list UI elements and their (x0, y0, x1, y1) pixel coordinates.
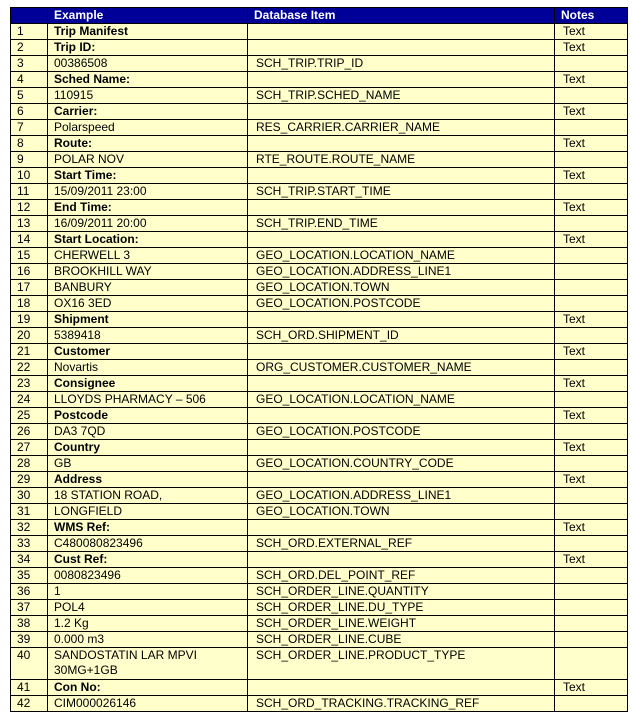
table-row (11, 152, 628, 168)
database-item-cell: GEO_LOCATION.TOWN (248, 504, 555, 520)
table-row (11, 584, 628, 600)
example-cell: 18 STATION ROAD, (48, 488, 248, 504)
example-cell: Country (48, 440, 248, 456)
notes-cell: Text (555, 200, 628, 216)
example-cell: CIM000026146 (48, 696, 248, 712)
row-number-cell: 1 (11, 24, 48, 40)
table-row (11, 616, 628, 632)
table-row (11, 136, 628, 152)
header-num (11, 8, 48, 24)
table-row (11, 104, 628, 120)
notes-cell: Text (555, 472, 628, 488)
example-cell: End Time: (48, 200, 248, 216)
database-item-cell: SCH_ORDER_LINE.QUANTITY (248, 584, 555, 600)
notes-cell: Text (555, 344, 628, 360)
table-row (11, 232, 628, 248)
notes-cell (555, 280, 628, 296)
database-item-cell (248, 344, 555, 360)
notes-cell: Text (555, 552, 628, 568)
notes-cell: Text (555, 40, 628, 56)
database-item-cell: SCH_ORDER_LINE.CUBE (248, 632, 555, 648)
database-item-cell (248, 440, 555, 456)
notes-cell: Text (555, 104, 628, 120)
notes-cell (555, 424, 628, 440)
example-cell: Postcode (48, 408, 248, 424)
table-body (11, 24, 628, 712)
example-cell: Novartis (48, 360, 248, 376)
notes-cell (555, 392, 628, 408)
table-row (11, 216, 628, 232)
row-number-cell: 12 (11, 200, 48, 216)
notes-cell (555, 584, 628, 600)
notes-cell: Text (555, 440, 628, 456)
example-cell: Address (48, 472, 248, 488)
notes-cell (555, 648, 628, 680)
row-number-cell: 17 (11, 280, 48, 296)
row-number-cell: 14 (11, 232, 48, 248)
row-number-cell: 25 (11, 408, 48, 424)
row-number-cell: 2 (11, 40, 48, 56)
row-number-cell: 4 (11, 72, 48, 88)
example-cell: Route: (48, 136, 248, 152)
row-number-cell: 41 (11, 680, 48, 696)
row-number-cell: 34 (11, 552, 48, 568)
notes-cell (555, 568, 628, 584)
notes-cell (555, 360, 628, 376)
example-cell: 110915 (48, 88, 248, 104)
notes-cell (555, 536, 628, 552)
table-row (11, 696, 628, 712)
example-cell: Trip ID: (48, 40, 248, 56)
table-row (11, 520, 628, 536)
row-number-cell: 16 (11, 264, 48, 280)
table-row (11, 88, 628, 104)
database-item-cell: GEO_LOCATION.LOCATION_NAME (248, 248, 555, 264)
example-cell: DA3 7QD (48, 424, 248, 440)
table-row (11, 72, 628, 88)
notes-cell (555, 632, 628, 648)
notes-cell: Text (555, 312, 628, 328)
row-number-cell: 5 (11, 88, 48, 104)
table-row (11, 504, 628, 520)
row-number-cell: 27 (11, 440, 48, 456)
notes-cell: Text (555, 408, 628, 424)
database-item-cell (248, 136, 555, 152)
table-row (11, 408, 628, 424)
notes-cell: Text (555, 520, 628, 536)
example-cell: 5389418 (48, 328, 248, 344)
example-cell: 00386508 (48, 56, 248, 72)
table-row (11, 264, 628, 280)
example-cell: BROOKHILL WAY (48, 264, 248, 280)
row-number-cell: 8 (11, 136, 48, 152)
notes-cell: Text (555, 376, 628, 392)
database-item-cell: GEO_LOCATION.POSTCODE (248, 424, 555, 440)
example-cell: Carrier: (48, 104, 248, 120)
row-number-cell: 18 (11, 296, 48, 312)
notes-cell (555, 88, 628, 104)
example-cell: LONGFIELD (48, 504, 248, 520)
row-number-cell: 9 (11, 152, 48, 168)
table-row (11, 280, 628, 296)
table-row (11, 248, 628, 264)
example-cell: 0080823496 (48, 568, 248, 584)
database-item-cell (248, 376, 555, 392)
database-item-cell (248, 232, 555, 248)
database-item-cell: RES_CARRIER.CARRIER_NAME (248, 120, 555, 136)
database-item-cell: SCH_ORD.SHIPMENT_ID (248, 328, 555, 344)
row-number-cell: 33 (11, 536, 48, 552)
header-database-item: Database Item (248, 8, 555, 24)
example-cell: Consignee (48, 376, 248, 392)
table-row (11, 440, 628, 456)
example-cell: Con No: (48, 680, 248, 696)
database-item-cell: SCH_TRIP.START_TIME (248, 184, 555, 200)
row-number-cell: 23 (11, 376, 48, 392)
table-row (11, 296, 628, 312)
table-row (11, 360, 628, 376)
notes-cell (555, 328, 628, 344)
example-cell: Customer (48, 344, 248, 360)
database-item-cell: SCH_ORDER_LINE.PRODUCT_TYPE (248, 648, 555, 680)
row-number-cell: 6 (11, 104, 48, 120)
table-row (11, 24, 628, 40)
example-cell: BANBURY (48, 280, 248, 296)
database-item-cell (248, 72, 555, 88)
example-cell: CHERWELL 3 (48, 248, 248, 264)
row-number-cell: 15 (11, 248, 48, 264)
notes-cell (555, 600, 628, 616)
table-row (11, 184, 628, 200)
database-item-cell: ORG_CUSTOMER.CUSTOMER_NAME (248, 360, 555, 376)
database-item-cell: GEO_LOCATION.COUNTRY_CODE (248, 456, 555, 472)
notes-cell: Text (555, 24, 628, 40)
example-cell: C480080823496 (48, 536, 248, 552)
row-number-cell: 22 (11, 360, 48, 376)
table-row (11, 328, 628, 344)
table-row (11, 648, 628, 680)
notes-cell (555, 488, 628, 504)
row-number-cell: 26 (11, 424, 48, 440)
notes-cell (555, 456, 628, 472)
notes-cell (555, 56, 628, 72)
database-item-cell: RTE_ROUTE.ROUTE_NAME (248, 152, 555, 168)
example-cell: Cust Ref: (48, 552, 248, 568)
row-number-cell: 7 (11, 120, 48, 136)
document-table-wrapper (10, 7, 628, 712)
database-item-cell: SCH_ORD_TRACKING.TRACKING_REF (248, 696, 555, 712)
row-number-cell: 32 (11, 520, 48, 536)
row-number-cell: 37 (11, 600, 48, 616)
notes-cell (555, 616, 628, 632)
notes-cell (555, 504, 628, 520)
example-cell: Start Time: (48, 168, 248, 184)
database-item-cell (248, 104, 555, 120)
header-example: Example (48, 8, 248, 24)
example-cell: Trip Manifest (48, 24, 248, 40)
database-item-cell: SCH_ORDER_LINE.DU_TYPE (248, 600, 555, 616)
row-number-cell: 36 (11, 584, 48, 600)
table-row (11, 488, 628, 504)
database-item-cell: SCH_TRIP.END_TIME (248, 216, 555, 232)
notes-cell (555, 184, 628, 200)
database-item-cell: SCH_ORD.EXTERNAL_REF (248, 536, 555, 552)
table-row (11, 56, 628, 72)
example-cell: SANDOSTATIN LAR MPVI 30MG+1GB (48, 648, 248, 680)
table-row (11, 344, 628, 360)
row-number-cell: 39 (11, 632, 48, 648)
table-header-row (11, 8, 628, 24)
notes-cell (555, 248, 628, 264)
table-row (11, 312, 628, 328)
row-number-cell: 10 (11, 168, 48, 184)
example-cell: WMS Ref: (48, 520, 248, 536)
example-cell: Start Location: (48, 232, 248, 248)
row-number-cell: 42 (11, 696, 48, 712)
database-item-cell: GEO_LOCATION.TOWN (248, 280, 555, 296)
table-row (11, 392, 628, 408)
database-item-cell (248, 408, 555, 424)
table-row (11, 568, 628, 584)
table-row (11, 600, 628, 616)
example-cell: 1 (48, 584, 248, 600)
database-item-cell (248, 312, 555, 328)
table-row (11, 680, 628, 696)
database-item-cell (248, 472, 555, 488)
example-cell: POLAR NOV (48, 152, 248, 168)
row-number-cell: 3 (11, 56, 48, 72)
row-number-cell: 40 (11, 648, 48, 680)
notes-cell: Text (555, 680, 628, 696)
database-item-cell: SCH_ORD.DEL_POINT_REF (248, 568, 555, 584)
header-notes: Notes (555, 8, 628, 24)
table-row (11, 376, 628, 392)
database-item-cell: SCH_TRIP.SCHED_NAME (248, 88, 555, 104)
table-row (11, 536, 628, 552)
table-row (11, 200, 628, 216)
example-cell: Polarspeed (48, 120, 248, 136)
database-item-cell: SCH_ORDER_LINE.WEIGHT (248, 616, 555, 632)
example-cell: 16/09/2011 20:00 (48, 216, 248, 232)
database-item-cell (248, 40, 555, 56)
table-row (11, 456, 628, 472)
database-item-cell (248, 168, 555, 184)
database-item-cell: GEO_LOCATION.LOCATION_NAME (248, 392, 555, 408)
table-row (11, 632, 628, 648)
notes-cell (555, 696, 628, 712)
database-item-cell (248, 520, 555, 536)
example-cell: 0.000 m3 (48, 632, 248, 648)
row-number-cell: 19 (11, 312, 48, 328)
database-item-cell (248, 200, 555, 216)
table-row (11, 40, 628, 56)
notes-cell (555, 264, 628, 280)
database-item-cell: GEO_LOCATION.ADDRESS_LINE1 (248, 264, 555, 280)
example-cell: Sched Name: (48, 72, 248, 88)
database-item-cell (248, 680, 555, 696)
database-item-cell (248, 24, 555, 40)
row-number-cell: 31 (11, 504, 48, 520)
example-cell: POL4 (48, 600, 248, 616)
example-cell: GB (48, 456, 248, 472)
example-cell: OX16 3ED (48, 296, 248, 312)
notes-cell: Text (555, 72, 628, 88)
example-cell: 1.2 Kg (48, 616, 248, 632)
database-item-cell: GEO_LOCATION.ADDRESS_LINE1 (248, 488, 555, 504)
row-number-cell: 28 (11, 456, 48, 472)
table-row (11, 120, 628, 136)
row-number-cell: 20 (11, 328, 48, 344)
table-row (11, 168, 628, 184)
row-number-cell: 13 (11, 216, 48, 232)
table-row (11, 552, 628, 568)
notes-cell (555, 120, 628, 136)
example-cell: Shipment (48, 312, 248, 328)
row-number-cell: 38 (11, 616, 48, 632)
database-item-cell (248, 552, 555, 568)
example-cell: 15/09/2011 23:00 (48, 184, 248, 200)
row-number-cell: 11 (11, 184, 48, 200)
notes-cell (555, 152, 628, 168)
table-row (11, 472, 628, 488)
row-number-cell: 30 (11, 488, 48, 504)
notes-cell (555, 296, 628, 312)
row-number-cell: 29 (11, 472, 48, 488)
row-number-cell: 24 (11, 392, 48, 408)
example-cell: LLOYDS PHARMACY – 506 (48, 392, 248, 408)
notes-cell: Text (555, 136, 628, 152)
database-item-cell: SCH_TRIP.TRIP_ID (248, 56, 555, 72)
database-item-cell: GEO_LOCATION.POSTCODE (248, 296, 555, 312)
row-number-cell: 35 (11, 568, 48, 584)
manifest-field-table (10, 7, 628, 712)
table-row (11, 424, 628, 440)
notes-cell: Text (555, 232, 628, 248)
row-number-cell: 21 (11, 344, 48, 360)
notes-cell: Text (555, 168, 628, 184)
notes-cell (555, 216, 628, 232)
